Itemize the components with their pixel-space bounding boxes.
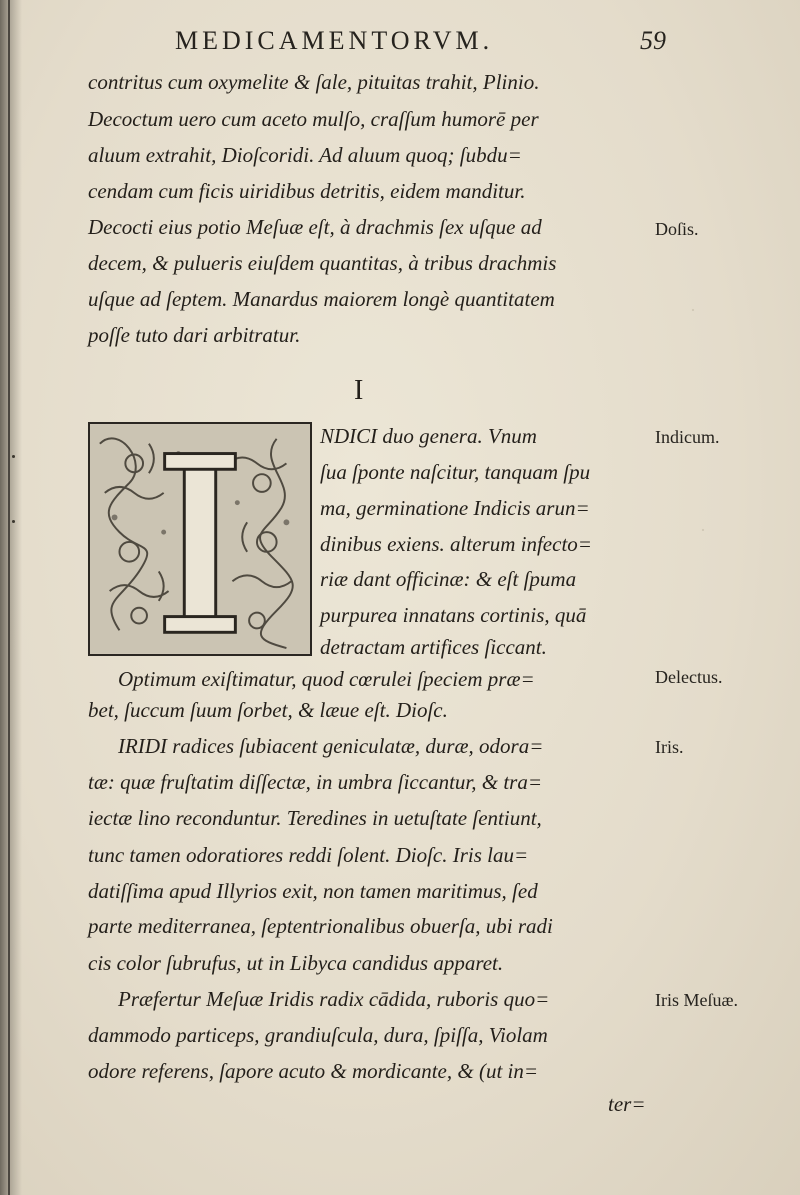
show-through: ·	[690, 300, 696, 320]
margin-note-delectus: Delectus.	[655, 667, 723, 687]
text-line: parte mediterranea, ſeptentrionalibus obuerſa, ubi radi	[88, 914, 553, 938]
margin-note-indicum: Indicum.	[655, 427, 720, 447]
margin-note-dosis: Doſis.	[655, 219, 699, 239]
running-head: MEDICAMENTORVM.	[175, 26, 494, 55]
edge-speck	[12, 455, 15, 458]
text-line: IRIDI radices ſubiacent geniculatæ, duræ, odora=	[118, 734, 544, 758]
text-line: detractam artifices ſiccant.	[320, 635, 547, 659]
gutter-line	[8, 0, 10, 1195]
text-line: decem, & pulueris eiuſdem quantitas, à tribus drachmis	[88, 251, 557, 275]
section-letter: I	[354, 375, 364, 406]
show-through: ·	[700, 520, 706, 540]
decorated-initial-woodcut	[88, 422, 312, 656]
text-line: poſſe tuto dari arbitratur.	[88, 323, 301, 347]
text-line: Præfertur Meſuæ Iridis radix cādida, ruboris quo=	[118, 987, 550, 1011]
text-line: tæ: quæ fruſtatim diſſectæ, in umbra ſiccantur, & tra=	[88, 770, 543, 794]
text-line: dammodo particeps, grandiuſcula, dura, ſpiſſa, Violam	[88, 1023, 548, 1047]
text-line: riæ dant officinæ: & eſt ſpuma	[320, 567, 577, 591]
text-line: Optimum exiſtimatur, quod cœrulei ſpeciem præ=	[118, 667, 535, 691]
text-line: odore referens, ſapore acuto & mordicante, & (ut in=	[88, 1059, 539, 1083]
text-line: tunc tamen odoratiores reddi ſolent. Dioſc. Iris lau=	[88, 843, 529, 867]
text-line: iectæ lino reconduntur. Teredines in uetuſtate ſentiunt,	[88, 806, 542, 830]
text-line: Decocti eius potio Meſuæ eſt, à drachmis ſex uſque ad	[88, 215, 542, 239]
text-line: Decoctum uero cum aceto mulſo, craſſum humorē per	[88, 107, 539, 131]
text-line: aluum extrahit, Dioſcoridi. Ad aluum quoq; ſubdu=	[88, 143, 522, 167]
edge-speck	[12, 520, 15, 523]
page-number: 59	[640, 26, 666, 55]
text-line: cendam cum ficis uiridibus detritis, eidem manditur.	[88, 179, 526, 203]
text-line: ſua ſponte naſcitur, tanquam ſpu	[320, 460, 591, 484]
gutter-shadow	[0, 0, 22, 1195]
text-line: purpurea innatans cortinis, quā	[320, 603, 587, 627]
text-line: NDICI duo genera. Vnum	[320, 424, 537, 448]
text-line: ma, germinatione Indicis arun=	[320, 496, 590, 520]
catchword: ter=	[608, 1092, 646, 1116]
margin-note-iris-mesuae: Iris Meſuæ.	[655, 990, 738, 1010]
text-line: bet, ſuccum ſuum ſorbet, & læue eſt. Dioſc.	[88, 698, 448, 722]
text-line: contritus cum oxymelite & ſale, pituitas trahit, Plinio.	[88, 70, 540, 94]
text-line: uſque ad ſeptem. Manardus maiorem longè quantitatem	[88, 287, 555, 311]
text-line: datiſſima apud Illyrios exit, non tamen maritimus, ſed	[88, 879, 538, 903]
text-line: cis color ſubrufus, ut in Libyca candidus apparet.	[88, 951, 504, 975]
text-line: dinibus exiens. alterum infecto=	[320, 532, 592, 556]
margin-note-iris: Iris.	[655, 737, 684, 757]
